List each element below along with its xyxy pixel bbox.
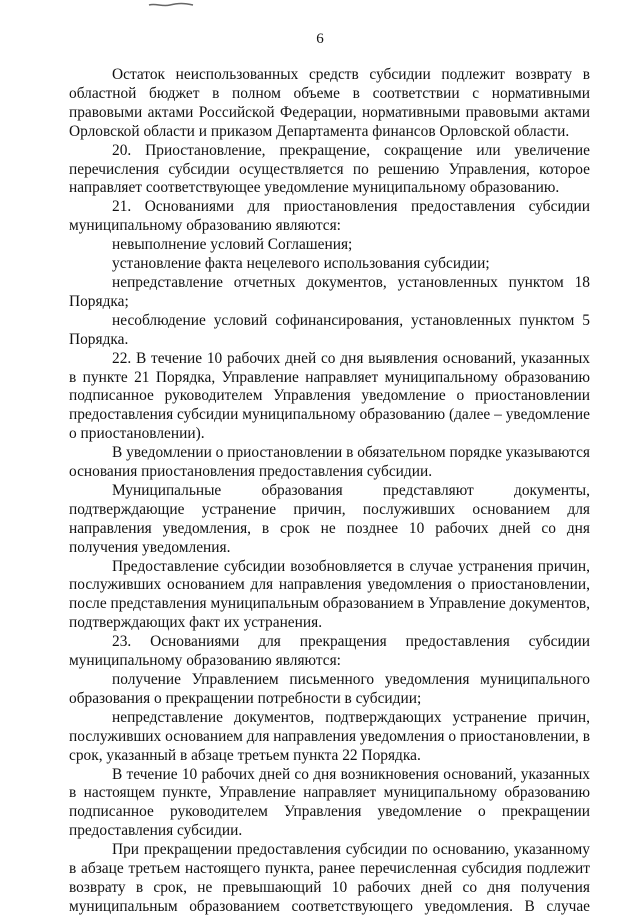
- paragraph-23: 23. Основаниями для прекращения предоставления субсидии муниципальному образованию являются:: [69, 633, 590, 670]
- paragraph-20: 20. Приостановление, прекращение, сокращение или увеличение перечисления субсидии осуществляется по решению Управления, которое направляет соответствующее уведомление муниципальному образованию.: [69, 141, 590, 197]
- paragraph-22-documents: Муниципальные образования представляют документы, подтверждающие устранение причин, послуживших основанием для направления уведомления, в срок не позднее 10 рабочих дней со дня получения уведомления.: [69, 481, 590, 556]
- page-number: 6: [316, 31, 324, 47]
- paragraph-22-notice: В уведомлении о приостановлении в обязательном порядке указываются основания приостановления предоставления субсидии.: [69, 444, 590, 481]
- paragraph-remaining-funds: Остаток неиспользованных средств субсидии подлежит возврату в областной бюджет в полном объеме в соответствии с нормативными правовыми актами Российской Федерации, нормативными правовыми актами Орловской области и приказом Департамента финансов Орловской области.: [69, 66, 590, 140]
- list-item-23-2: непредставление документов, подтверждающих устранение причин, послуживших основанием для направления уведомления о приостановлении, в срок, указанный в абзаце третьем пункта 22 Порядка.: [69, 708, 590, 764]
- paragraph-23-notice: В течение 10 рабочих дней со дня возникновения оснований, указанных в настоящем пункте, Управление направляет муниципальному образованию подписанное руководителем Управления уведомление о прекращении предоставления субсидии.: [69, 765, 590, 840]
- paragraph-22: 22. В течение 10 рабочих дней со дня выявления оснований, указанных в пункте 21 Порядка, Управление направляет муниципальному образованию подписанное руководителем Управления уведомление о приостановлении предоставления субсидии муниципальному образованию (далее – уведомление о приостановлении).: [69, 349, 590, 443]
- document-body: [69, 66, 590, 917]
- list-item-21-3: непредставление отчетных документов, установленных пунктом 18 Порядка;: [69, 273, 590, 310]
- list-item-21-2: установление факта нецелевого использования субсидии;: [112, 255, 490, 273]
- list-item-23-1: получение Управлением письменного уведомления муниципального образования о прекращении потребности в субсидии;: [69, 671, 590, 707]
- paragraph-22-resume: Предоставление субсидии возобновляется в случае устранения причин, послуживших основанием для направления уведомления о приостановлении, после представления муниципальным образованием в Управление документов, подтверждающих факт их устранения.: [69, 557, 590, 632]
- paragraph-23-return: При прекращении предоставления субсидии по основанию, указанному в абзаце третьем настоящего пункта, ранее перечисленная субсидия подлежит возврату в срок, не превышающий 10 рабочих дней со дня получения муниципальным образованием соответствующего уведомления. В случае: [69, 841, 590, 915]
- paragraph-21: 21. Основаниями для приостановления предоставления субсидии муниципальному образованию являются:: [69, 198, 590, 235]
- list-item-21-4: несоблюдение условий софинансирования, установленных пунктом 5 Порядка.: [69, 311, 590, 348]
- scan-artifact-mark: [148, 2, 194, 8]
- list-item-21-1: невыполнение условий Соглашения;: [112, 236, 353, 254]
